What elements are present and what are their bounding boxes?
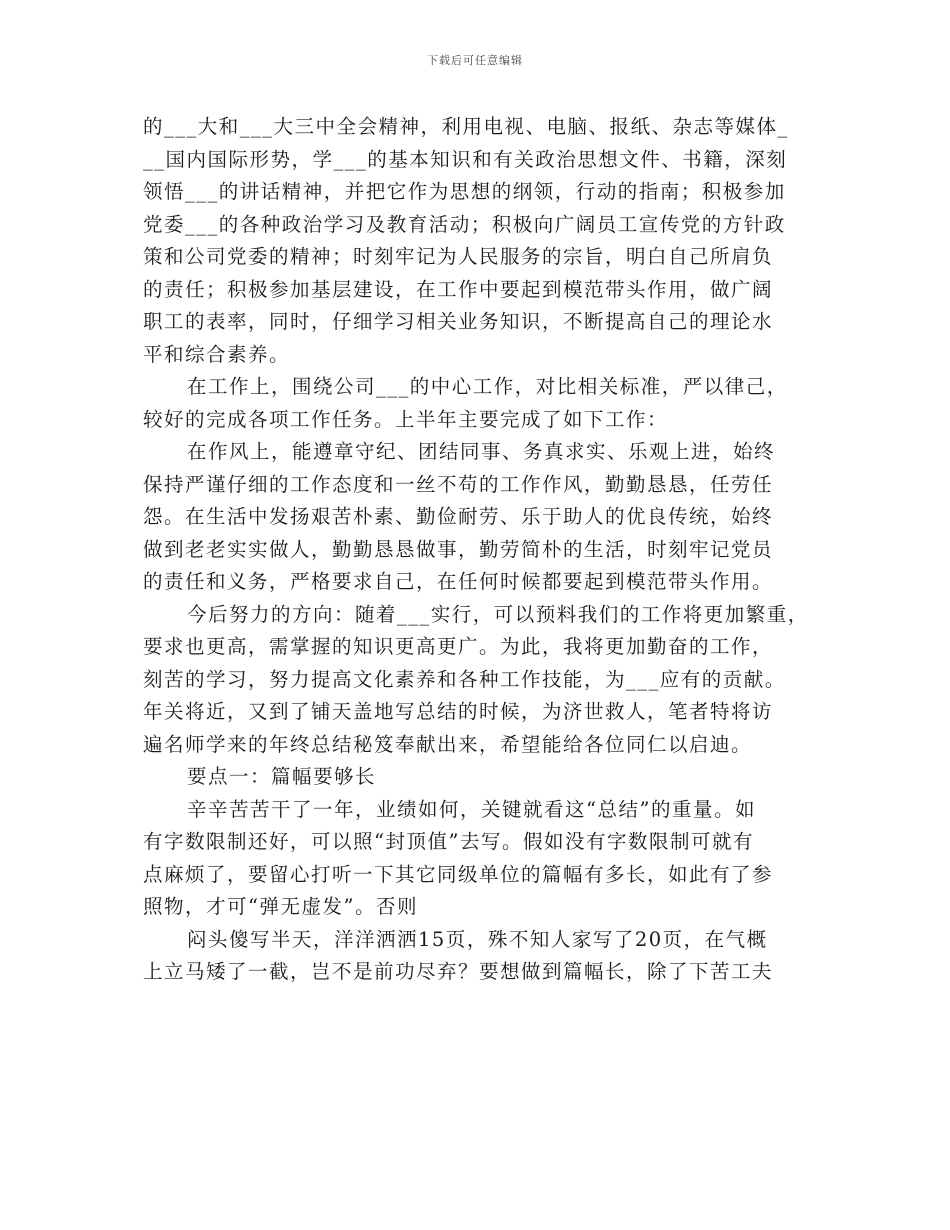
text-line: 辛辛苦苦干了一年，业绩如何，关键就看这“总结”的重量。如: [187, 797, 756, 821]
text-line: 在工作上，围绕公司___的中心工作，对比相关标准，严以律己，: [187, 375, 788, 398]
document-body: [143, 111, 823, 989]
text-line: 闷头傻写半天，洋洋洒洒15页，殊不知人家写了20页，在气概: [187, 927, 768, 951]
text-line: 职工的表率，同时，仔细学习相关业务知识，不断提高自己的理论水: [143, 310, 774, 333]
page-header: 下载后可任意编辑: [427, 54, 523, 67]
text-line: 领悟___的讲话精神，并把它作为思想的纲领，行动的指南；积极参加: [143, 180, 786, 203]
text-line: 要求也更高，需掌握的知识更高更广。为此，我将更加勤奋的工作，: [143, 635, 774, 658]
text-line: 策和公司党委的精神；时刻牢记为人民服务的宗旨，明白自己所肩负: [143, 245, 774, 268]
text-line: 的责任和义务，严格要求自己，在任何时候都要起到模范带头作用。: [143, 570, 774, 593]
text-line: 做到老老实实做人，勤勤恳恳做事，勤劳简朴的生活，时刻牢记党员: [143, 537, 774, 561]
text-line: 年关将近，又到了铺天盖地写总结的时候，为济世救人，笔者特将访: [143, 700, 774, 723]
text-line: __国内国际形势，学___的基本知识和有关政治思想文件、书籍，深刻: [143, 147, 788, 171]
text-line: 党委___的各种政治学习及教育活动；积极向广阔员工宣传党的方针政: [143, 212, 786, 236]
text-line: 照物，才可“弹无虚发”。否则: [143, 895, 418, 918]
text-line: 的责任；积极参加基层建设，在工作中要起到模范带头作用，做广阔: [143, 277, 774, 301]
text-line: 点麻烦了，要留心打听一下其它同级单位的篇幅有多长，如此有了参: [143, 862, 774, 886]
text-line: 今后努力的方向：随着___实行，可以预料我们的工作将更加繁重，: [187, 602, 809, 626]
text-line: 保持严谨仔细的工作态度和一丝不苟的工作作风，勤勤恳恳，任劳任: [143, 472, 774, 496]
text-line: 要点一：篇幅要够长: [187, 765, 377, 788]
text-line: 上立马矮了一截，岂不是前功尽弃？要想做到篇幅长，除了下苦工夫: [143, 960, 774, 983]
text-line: 怨。在生活中发扬艰苦朴素、勤俭耐劳、乐于助人的优良传统，始终: [143, 505, 774, 528]
text-line: 刻苦的学习，努力提高文化素养和各种工作技能，为___应有的贡献。: [143, 667, 786, 691]
text-line: 在作风上，能遵章守纪、团结同事、务真求实、乐观上进，始终: [187, 440, 776, 463]
text-line: 遍名师学来的年终总结秘笈奉献出来，希望能给各位同仁以启迪。: [143, 732, 753, 756]
text-line: 平和综合素养。: [143, 342, 291, 366]
text-line: 较好的完成各项工作任务。上半年主要完成了如下工作：: [143, 407, 669, 431]
text-line: 的___大和___大三中全会精神，利用电视、电脑、报纸、杂志等媒体_: [143, 115, 789, 138]
text-line: 有字数限制还好，可以照“封顶值”去写。假如没有字数限制可就有: [143, 830, 754, 853]
